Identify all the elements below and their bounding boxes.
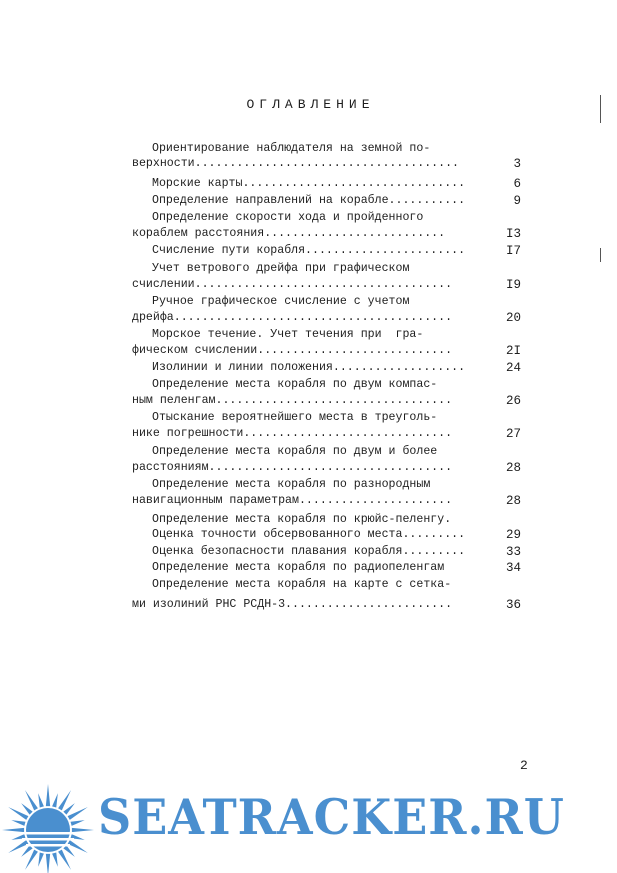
toc-entry-page: I7	[505, 244, 521, 258]
toc-entry-title: Определение скорости хода и пройденного	[152, 211, 424, 224]
sun-ray	[46, 854, 50, 873]
toc-entry-page: 2I	[505, 344, 521, 358]
toc-entry-page: 34	[505, 561, 521, 575]
toc-entry-page: 3	[513, 157, 521, 171]
sun-ray	[25, 790, 38, 810]
sun-ray	[72, 828, 94, 832]
sun-ray	[63, 803, 74, 814]
toc-entry-title: Определение места корабля по крюйс-пеленгу.	[152, 513, 452, 526]
sun-ray	[71, 820, 85, 826]
watermark-text: SEATRACKER.RU	[98, 788, 565, 846]
toc-entry-page: 24	[505, 361, 521, 375]
toc-entry-page: 29	[505, 528, 521, 542]
page-title: ОГЛАВЛЕНИЕ	[246, 97, 375, 112]
toc-entry-continuation: нике погрешности..............................	[132, 427, 453, 440]
toc-entry-page: 9	[513, 194, 521, 208]
sun-ray	[63, 845, 74, 856]
sun-ray	[2, 828, 24, 832]
sun-ray	[11, 820, 25, 826]
sun-ray	[68, 840, 88, 853]
toc-entry-continuation: ми изолиний РНС РСДН-3........................	[132, 598, 453, 611]
sun-ray	[38, 853, 44, 867]
sun-ray	[52, 853, 58, 867]
toc-entry-page: 26	[505, 394, 521, 408]
toc-entry-title: Оценка безопасности плавания корабля.........	[152, 545, 466, 558]
toc-entry-title: Определение места корабля на карте с сетка-	[152, 578, 452, 591]
toc-entry-page: I9	[505, 278, 521, 292]
sun-logo-icon	[0, 782, 100, 873]
toc-entry-title: Оценка точности обсервованного места.........	[152, 528, 466, 541]
sun-ray	[21, 803, 32, 814]
toc-entry-page: I3	[505, 227, 521, 241]
toc-entry-title: Отыскание вероятнейшего места в треуголь-	[152, 411, 438, 424]
sun-ray	[21, 845, 32, 856]
toc-entry-title: Счисление пути корабля.......................	[152, 244, 466, 257]
sun-ray	[58, 850, 71, 870]
sun-ray	[8, 807, 28, 820]
toc-entry-title: Изолинии и линии положения...................	[152, 361, 466, 374]
watermark	[0, 782, 617, 873]
toc-entry-continuation: верхности......................................	[132, 157, 459, 170]
toc-entry-continuation: кораблем расстояния..........................	[132, 227, 446, 240]
sun-ray	[58, 790, 71, 810]
scan-artifact-line	[600, 248, 601, 262]
toc-entry-title: Определение места корабля по двум компас-	[152, 378, 438, 391]
toc-entry-page: 27	[505, 427, 521, 441]
toc-entry-page: 28	[505, 461, 521, 475]
toc-entry-continuation: фическом счислении............................	[132, 344, 453, 357]
toc-entry-page: 20	[505, 311, 521, 325]
toc-entry-continuation: навигационным параметрам......................	[132, 494, 453, 507]
sun-ray	[38, 793, 44, 807]
toc-entry-title: Определение места корабля по двум и более	[152, 445, 438, 458]
page-number: 2	[520, 758, 528, 773]
toc-entry-title: Ручное графическое счисление с учетом	[152, 295, 410, 308]
sun-ray	[25, 850, 38, 870]
toc-entry-title: Определение направлений на корабле...........	[152, 194, 466, 207]
toc-entry-continuation: дрейфа........................................	[132, 311, 453, 324]
scan-artifact-line	[600, 95, 601, 123]
toc-entry-title: Определение места корабля по разнородным	[152, 478, 431, 491]
toc-entry-page: 28	[505, 494, 521, 508]
toc-entry-title: Учет ветрового дрейфа при графическом	[152, 262, 410, 275]
toc-entry-page: 6	[513, 177, 521, 191]
toc-entry-continuation: ным пеленгам..................................	[132, 394, 453, 407]
toc-entry-title: Ориентирование наблюдателя на земной по-	[152, 142, 431, 155]
sun-ray	[68, 807, 88, 820]
sun-ray	[52, 793, 58, 807]
toc-entry-continuation: расстояниям...................................	[132, 461, 453, 474]
toc-entry-title: Определение места корабля по радиопеленгам	[152, 561, 445, 574]
toc-entry-title: Морские карты................................	[152, 177, 466, 190]
toc-entry-continuation: счислении.....................................	[132, 278, 453, 291]
toc-entry-page: 33	[505, 545, 521, 559]
sun-ray	[46, 784, 50, 806]
sun-ray	[8, 840, 28, 853]
toc-entry-title: Морское течение. Учет течения при гра-	[152, 328, 424, 341]
toc-entry-page: 36	[505, 598, 521, 612]
